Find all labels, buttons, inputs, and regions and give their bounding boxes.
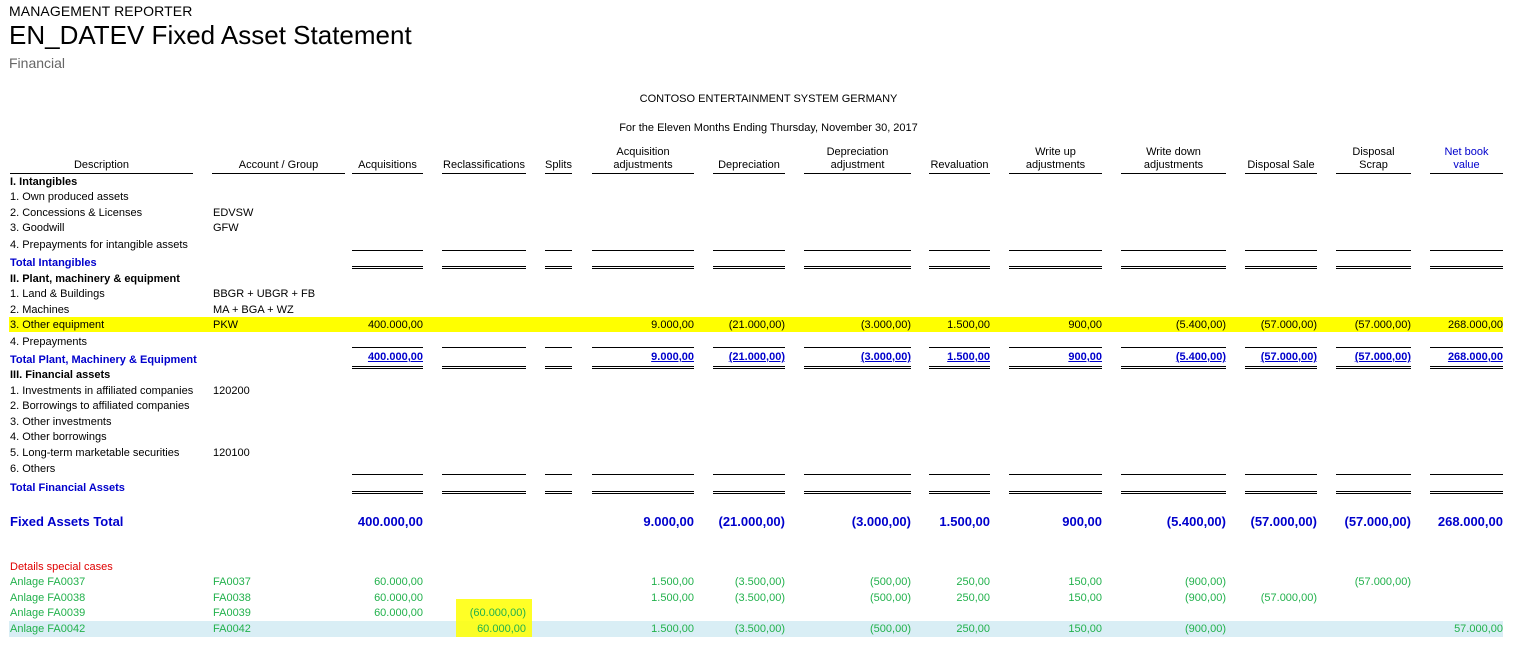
subtotal-rule <box>442 474 526 475</box>
detail-value-wu: 150,00 <box>1068 623 1102 635</box>
total-rule <box>592 493 694 494</box>
subtotal-rule <box>545 347 572 348</box>
total-rule <box>1009 368 1102 369</box>
col-header-depreciation: Depreciation <box>718 159 780 171</box>
total-rule <box>929 266 990 267</box>
total-rule <box>442 366 526 367</box>
detail-value-dep: (3.500,00) <box>734 623 785 635</box>
total-rule <box>352 366 423 367</box>
detail-value-acqadj: 1.500,00 <box>651 576 694 588</box>
subtotal-rule <box>804 347 911 348</box>
total-rule <box>1430 491 1503 492</box>
col-header-account: Account / Group <box>238 159 319 171</box>
total-rule <box>592 491 694 492</box>
subtotal-rule <box>1430 474 1503 475</box>
detail-value-wu: 150,00 <box>1068 592 1102 604</box>
subtotal-rule <box>1430 250 1503 251</box>
col-header-write-down-adjustments-line1: Write down <box>1146 146 1201 158</box>
account-cell: 120100 <box>213 447 250 459</box>
total-rule <box>804 368 911 369</box>
value-cell-other-equipment: (57.000,00) <box>1260 319 1317 331</box>
value-cell-other-equipment: (5.400,00) <box>1175 319 1226 331</box>
detail-value-scrap: (57.000,00) <box>1354 576 1411 588</box>
total-rule <box>929 268 990 269</box>
row-goodwill: 3. Goodwill <box>10 222 65 234</box>
value-cell-other-equipment: (57.000,00) <box>1354 319 1411 331</box>
subtotal-rule <box>1121 474 1226 475</box>
detail-account: FA0038 <box>213 592 251 604</box>
subtotal-rule <box>1121 250 1226 251</box>
detail-account: FA0039 <box>213 607 251 619</box>
total-rule <box>592 366 694 367</box>
detail-value-depadj: (500,00) <box>870 576 911 588</box>
header-rule-acqadj <box>592 173 694 174</box>
col-header-write-up-adjustments-line2: adjustments <box>1025 159 1086 171</box>
row-other-equipment: 3. Other equipment <box>10 319 105 331</box>
subtotal-rule <box>1009 474 1102 475</box>
detail-value-acq: 60.000,00 <box>374 576 423 588</box>
total-rule <box>442 266 526 267</box>
col-header-disposal-scrap-line1: Disposal <box>1352 146 1395 158</box>
header-rule-acquisitions <box>352 173 423 174</box>
total-rule <box>1245 368 1317 369</box>
subtotal-rule <box>1336 474 1411 475</box>
detail-value-reval: 250,00 <box>956 592 990 604</box>
total-rule <box>1430 368 1503 369</box>
value-cell-total-plant: 9.000,00 <box>651 351 694 363</box>
value-cell-total-plant: 268.000,00 <box>1447 351 1503 363</box>
detail-value-wd: (900,00) <box>1185 592 1226 604</box>
col-header-reclassifications: Reclassifications <box>443 159 525 171</box>
detail-value-wd: (900,00) <box>1185 576 1226 588</box>
detail-value-dep: (3.500,00) <box>734 592 785 604</box>
total-rule <box>929 493 990 494</box>
col-header-write-down-adjustments-line2: adjustments <box>1143 159 1204 171</box>
total-rule <box>545 491 572 492</box>
row-fixed-assets-total: Fixed Assets Total <box>10 514 124 529</box>
total-rule <box>1430 366 1503 367</box>
total-rule <box>1009 268 1102 269</box>
subtotal-rule <box>1245 347 1317 348</box>
detail-value-sale: (57.000,00) <box>1260 592 1317 604</box>
row-other-investments: 3. Other investments <box>10 416 112 428</box>
subtotal-rule <box>713 250 785 251</box>
subtotal-rule <box>442 347 526 348</box>
value-cell-other-equipment: 9.000,00 <box>651 319 694 331</box>
value-cell-total-plant: (21.000,00) <box>728 351 785 363</box>
row-financial: III. Financial assets <box>10 369 111 381</box>
value-cell-fixed-total: (57.000,00) <box>1250 514 1317 529</box>
subtotal-rule <box>545 474 572 475</box>
value-cell-fixed-total: 1.500,00 <box>939 514 990 529</box>
total-rule <box>1009 366 1102 367</box>
value-cell-other-equipment: 268.000,00 <box>1447 319 1503 331</box>
row-own-produced: 1. Own produced assets <box>10 191 129 203</box>
header-rule-writedown <box>1121 173 1226 174</box>
subtotal-rule <box>592 474 694 475</box>
total-rule <box>929 491 990 492</box>
header-rule-nbv <box>1430 173 1503 174</box>
col-header-acquisitions: Acquisitions <box>358 159 417 171</box>
col-header-acquisition-adjustments-line1: Acquisition <box>616 146 670 158</box>
value-cell-total-plant: 1.500,00 <box>947 351 990 363</box>
total-rule <box>1245 491 1317 492</box>
total-rule <box>804 493 911 494</box>
subtotal-rule <box>1245 250 1317 251</box>
detail-name: Anlage FA0037 <box>10 576 86 588</box>
total-rule <box>929 368 990 369</box>
subtotal-rule <box>1336 250 1411 251</box>
detail-name: Anlage FA0038 <box>10 592 86 604</box>
col-header-splits: Splits <box>545 159 572 171</box>
total-rule <box>713 368 785 369</box>
total-rule <box>352 491 423 492</box>
detail-value-dep: (3.500,00) <box>734 576 785 588</box>
total-rule <box>1121 268 1226 269</box>
total-rule <box>442 368 526 369</box>
col-header-acquisition-adjustments-line2: adjustments <box>613 159 673 171</box>
subtotal-rule <box>352 474 423 475</box>
col-header-net-book-value-line1: Net book <box>1444 146 1489 158</box>
value-cell-fixed-total: (21.000,00) <box>718 514 785 529</box>
subtotal-rule <box>545 250 572 251</box>
value-cell-other-equipment: 400.000,00 <box>367 319 423 331</box>
value-cell-fixed-total: 400.000,00 <box>357 514 423 529</box>
detail-value-nbv: 57.000,00 <box>1454 623 1503 635</box>
total-rule <box>592 268 694 269</box>
col-header-disposal-sale: Disposal Sale <box>1247 159 1315 171</box>
total-rule <box>1245 268 1317 269</box>
account-cell: EDVSW <box>213 207 254 219</box>
total-rule <box>1009 493 1102 494</box>
detail-value-reval: 250,00 <box>956 576 990 588</box>
total-rule <box>1245 266 1317 267</box>
app-name: MANAGEMENT REPORTER <box>9 3 193 19</box>
total-rule <box>545 493 572 494</box>
header-rule-account <box>212 173 345 174</box>
row-inv-affiliated: 1. Investments in affiliated companies <box>10 385 194 397</box>
account-cell: 120200 <box>213 385 250 397</box>
total-rule <box>1430 268 1503 269</box>
subtotal-rule <box>804 474 911 475</box>
total-rule <box>442 268 526 269</box>
value-cell-fixed-total: 900,00 <box>1062 514 1102 529</box>
value-cell-fixed-total: (3.000,00) <box>851 514 911 529</box>
subtotal-rule <box>1009 347 1102 348</box>
row-intangibles: I. Intangibles <box>10 176 78 188</box>
col-header-write-up-adjustments-line1: Write up <box>1035 146 1076 158</box>
row-others: 6. Others <box>10 463 56 475</box>
total-rule <box>804 491 911 492</box>
subtotal-rule <box>713 474 785 475</box>
col-header-net-book-value-line2: value <box>1453 159 1480 171</box>
value-cell-other-equipment: (3.000,00) <box>860 319 911 331</box>
subtotal-rule <box>1009 250 1102 251</box>
subtotal-rule <box>1245 474 1317 475</box>
total-rule <box>592 368 694 369</box>
total-rule <box>352 266 423 267</box>
detail-value-recl: (60.000,00) <box>469 607 526 619</box>
subtotal-rule <box>1121 347 1226 348</box>
total-rule <box>1121 368 1226 369</box>
row-land: 1. Land & Buildings <box>10 288 105 300</box>
report-title: EN_DATEV Fixed Asset Statement <box>9 20 412 50</box>
row-prepayments: 4. Prepayments <box>10 336 88 348</box>
subtotal-rule <box>442 250 526 251</box>
header-rule-description <box>10 173 193 174</box>
detail-account: FA0037 <box>213 576 251 588</box>
total-rule <box>713 268 785 269</box>
subtotal-rule <box>592 250 694 251</box>
subtotal-rule <box>352 347 423 348</box>
total-rule <box>1009 266 1102 267</box>
subtotal-rule <box>713 347 785 348</box>
total-rule <box>713 493 785 494</box>
total-rule <box>713 266 785 267</box>
col-header-description: Description <box>73 159 130 171</box>
total-rule <box>713 366 785 367</box>
total-rule <box>352 368 423 369</box>
subtotal-rule <box>929 250 990 251</box>
row-other-borrowings: 4. Other borrowings <box>10 431 107 443</box>
header-rule-depreciation <box>713 173 785 174</box>
total-rule <box>804 268 911 269</box>
total-rule <box>1430 493 1503 494</box>
header-rule-sale <box>1245 173 1317 174</box>
total-rule <box>1245 366 1317 367</box>
account-cell: BBGR + UBGR + FB <box>213 288 316 300</box>
total-rule <box>1245 493 1317 494</box>
total-rule <box>804 266 911 267</box>
row-machines: 2. Machines <box>10 304 70 316</box>
value-cell-fixed-total: (57.000,00) <box>1344 514 1411 529</box>
value-cell-fixed-total: 9.000,00 <box>643 514 694 529</box>
total-rule <box>1336 268 1411 269</box>
row-total-financial: Total Financial Assets <box>10 482 125 494</box>
subtotal-rule <box>929 347 990 348</box>
total-rule <box>545 268 572 269</box>
value-cell-total-plant: (57.000,00) <box>1260 351 1317 363</box>
col-header-revaluation: Revaluation <box>930 159 989 171</box>
account-cell: PKW <box>213 319 239 331</box>
total-rule <box>545 266 572 267</box>
total-rule <box>804 366 911 367</box>
report-subtitle: Financial <box>9 55 66 71</box>
total-rule <box>592 266 694 267</box>
value-cell-fixed-total: 268.000,00 <box>1437 514 1503 529</box>
detail-value-recl: 60.000,00 <box>477 623 526 635</box>
row-total-plant: Total Plant, Machinery & Equipment <box>10 354 197 366</box>
total-rule <box>929 366 990 367</box>
total-rule <box>545 368 572 369</box>
total-rule <box>1009 491 1102 492</box>
col-header-disposal-scrap-line2: Scrap <box>1359 159 1388 171</box>
row-details-special: Details special cases <box>10 561 113 573</box>
total-rule <box>713 491 785 492</box>
value-cell-other-equipment: 900,00 <box>1068 319 1102 331</box>
subtotal-rule <box>592 347 694 348</box>
subtotal-rule <box>804 250 911 251</box>
total-rule <box>1336 366 1411 367</box>
detail-value-acq: 60.000,00 <box>374 607 423 619</box>
subtotal-rule <box>352 250 423 251</box>
detail-value-acqadj: 1.500,00 <box>651 623 694 635</box>
subtotal-rule <box>929 474 990 475</box>
row-total-intangibles: Total Intangibles <box>10 257 97 269</box>
detail-value-acqadj: 1.500,00 <box>651 592 694 604</box>
row-long-term: 5. Long-term marketable securities <box>10 447 180 459</box>
detail-name: Anlage FA0039 <box>10 607 86 619</box>
detail-value-wd: (900,00) <box>1185 623 1226 635</box>
value-cell-total-plant: 400.000,00 <box>367 351 423 363</box>
detail-account: FA0042 <box>213 623 251 635</box>
detail-value-reval: 250,00 <box>956 623 990 635</box>
col-header-depreciation-adjustment-line1: Depreciation <box>826 146 889 158</box>
total-rule <box>1121 491 1226 492</box>
total-rule <box>1121 266 1226 267</box>
total-rule <box>1336 493 1411 494</box>
value-cell-total-plant: (57.000,00) <box>1354 351 1411 363</box>
value-cell-other-equipment: 1.500,00 <box>947 319 990 331</box>
report-period: For the Eleven Months Ending Thursday, November 30, 2017 <box>619 122 918 134</box>
value-cell-other-equipment: (21.000,00) <box>728 319 785 331</box>
row-prepay-intangible: 4. Prepayments for intangible assets <box>10 239 188 251</box>
total-rule <box>442 493 526 494</box>
total-rule <box>1430 266 1503 267</box>
total-rule <box>1121 493 1226 494</box>
col-header-depreciation-adjustment-line2: adjustment <box>830 159 885 171</box>
account-cell: GFW <box>213 222 239 234</box>
total-rule <box>442 491 526 492</box>
header-rule-depadj <box>804 173 911 174</box>
value-cell-total-plant: 900,00 <box>1068 351 1102 363</box>
detail-value-acq: 60.000,00 <box>374 592 423 604</box>
value-cell-total-plant: (3.000,00) <box>860 351 911 363</box>
header-rule-writeup <box>1009 173 1102 174</box>
detail-value-depadj: (500,00) <box>870 623 911 635</box>
total-rule <box>1121 366 1226 367</box>
detail-value-depadj: (500,00) <box>870 592 911 604</box>
header-rule-revaluation <box>929 173 990 174</box>
detail-value-wu: 150,00 <box>1068 576 1102 588</box>
row-borrow-affiliated: 2. Borrowings to affiliated companies <box>10 400 190 412</box>
total-rule <box>1336 368 1411 369</box>
total-rule <box>352 268 423 269</box>
total-rule <box>545 366 572 367</box>
subtotal-rule <box>1336 347 1411 348</box>
total-rule <box>1336 266 1411 267</box>
total-rule <box>1336 491 1411 492</box>
value-cell-total-plant: (5.400,00) <box>1175 351 1226 363</box>
header-rule-reclassifications <box>442 173 526 174</box>
row-concessions: 2. Concessions & Licenses <box>10 207 143 219</box>
company-name: CONTOSO ENTERTAINMENT SYSTEM GERMANY <box>639 93 898 105</box>
row-plant: II. Plant, machinery & equipment <box>10 273 180 285</box>
detail-name: Anlage FA0042 <box>10 623 86 635</box>
account-cell: MA + BGA + WZ <box>213 304 294 316</box>
value-cell-fixed-total: (5.400,00) <box>1166 514 1226 529</box>
header-rule-scrap <box>1336 173 1411 174</box>
subtotal-rule <box>1430 347 1503 348</box>
header-rule-splits <box>545 173 572 174</box>
total-rule <box>352 493 423 494</box>
